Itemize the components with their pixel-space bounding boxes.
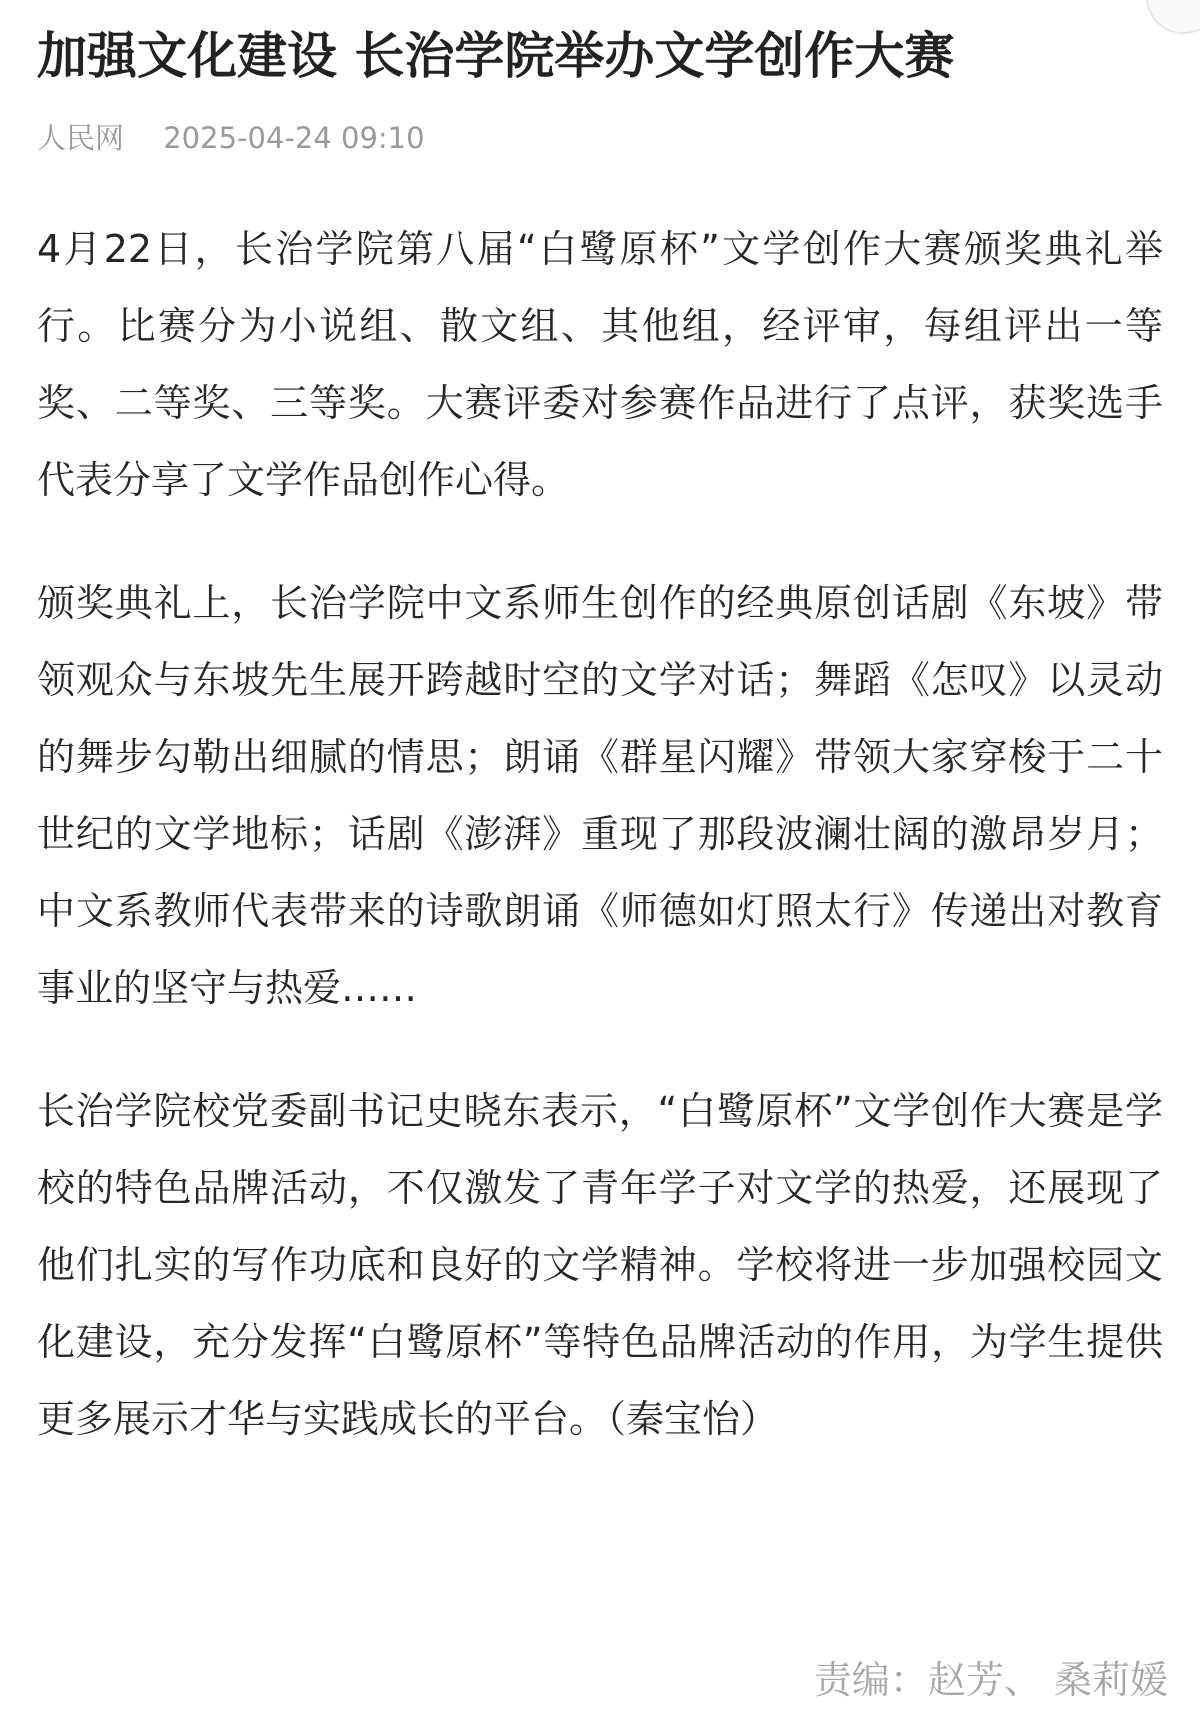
article-body [37, 211, 1163, 1458]
article-paragraph-3: 长治学院校党委副书记史晓东表示，“白鹭原杯”文学创作大赛是学校的特色品牌活动，不仅激发了青年学子对文学的热爱，还展现了他们扎实的写作功底和良好的文学精神。学校将进一步加强校园文化建设，充分发挥“白鹭原杯”等特色品牌活动的作用，为学生提供更多展示才华与实践成长的平台。（秦宝怡） [37, 1089, 1163, 1441]
article-paragraph-1: 4月22日，长治学院第八届“白鹭原杯”文学创作大赛颁奖典礼举行。比赛分为小说组、散文组、其他组，经评审，每组评出一等奖、二等奖、三等奖。大赛评委对参赛作品进行了点评，获奖选手代表分享了文学作品创作心得。 [37, 227, 1163, 502]
article-title: 加强文化建设 长治学院举办文学创作大赛 [37, 27, 955, 85]
article-editor: 责编：赵芳、 桑莉媛 [813, 1658, 1168, 1702]
article-paragraph-2: 颁奖典礼上，长治学院中文系师生创作的经典原创话剧《东坡》带领观众与东坡先生展开跨越时空的文学对话；舞蹈《怎叹》以灵动的舞步勾勒出细腻的情思；朗诵《群星闪耀》带领大家穿梭于二十世纪的文学地标；话剧《澎湃》重现了那段波澜壮阔的激昂岁月；中文系教师代表带来的诗歌朗诵《师德如灯照太行》传递出对教育事业的坚守与热爱…… [37, 581, 1163, 1010]
article-source: 人民网 [37, 121, 125, 155]
article [37, 0, 1163, 1504]
article-meta [37, 118, 1163, 158]
article-datetime: 2025-04-24 09:10 [163, 121, 425, 155]
